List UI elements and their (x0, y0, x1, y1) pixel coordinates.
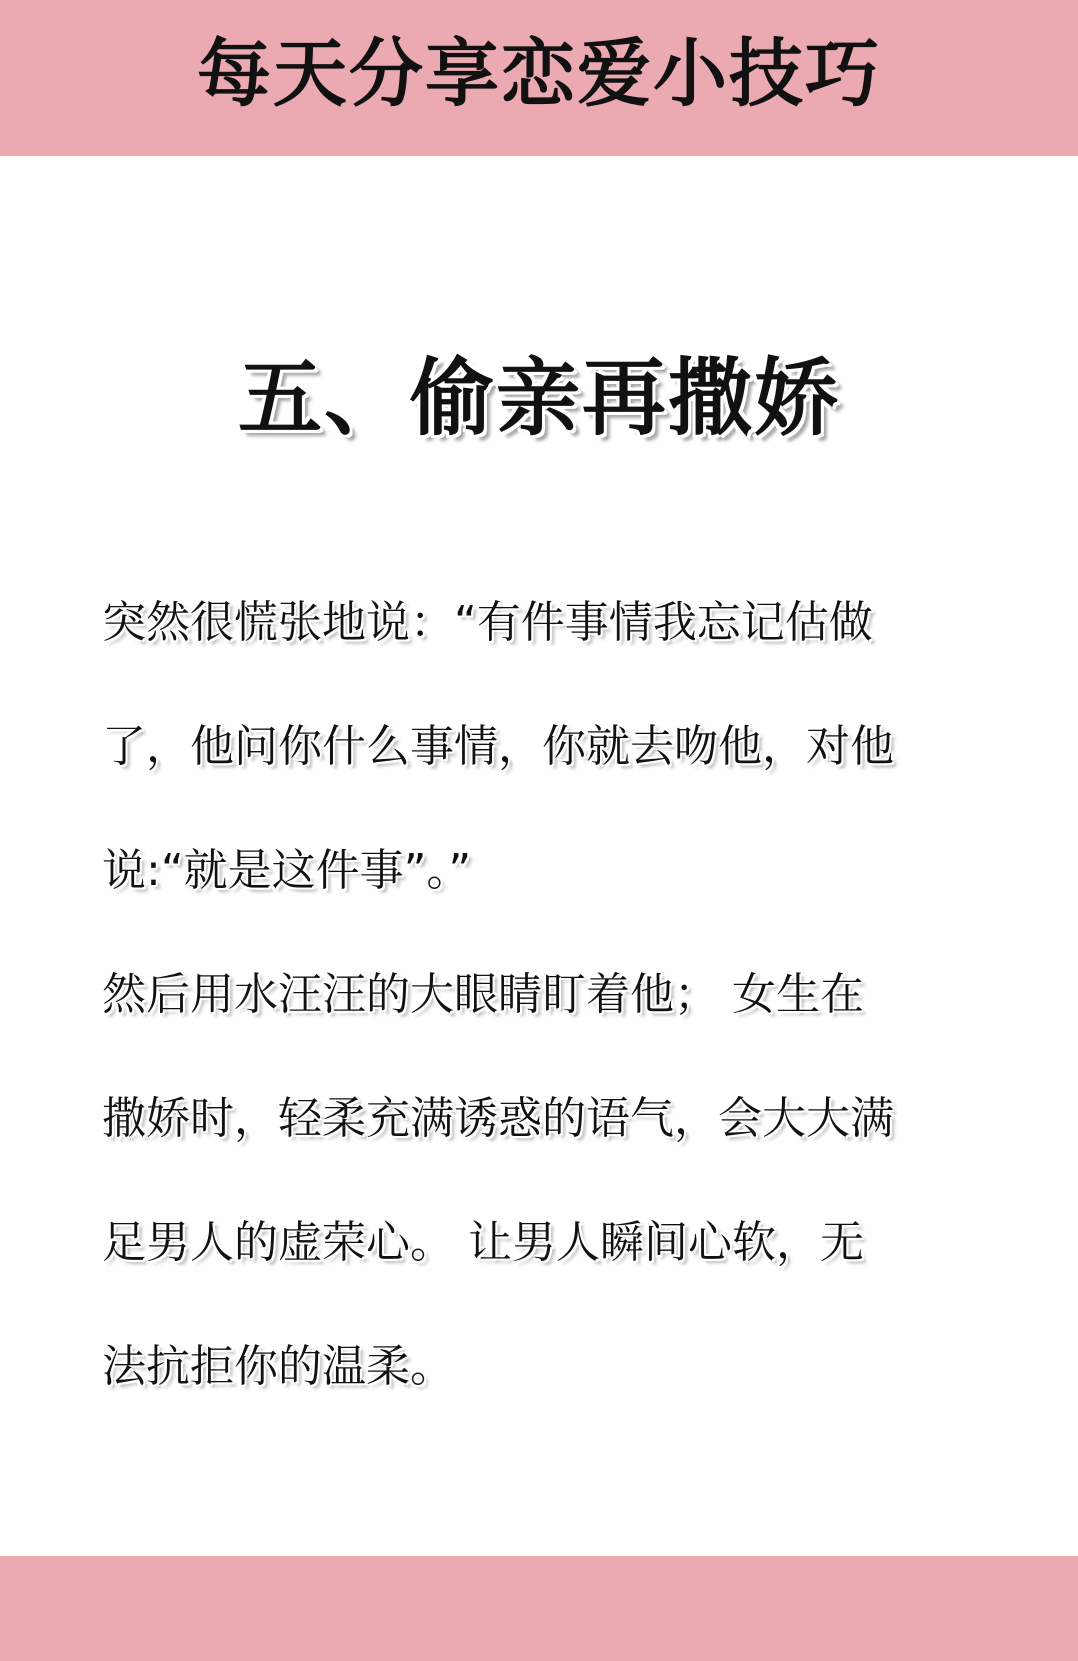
content-area (0, 156, 1078, 1556)
body-line: 突然很慌张地说：“有件事情我忘记估做 (102, 597, 873, 648)
body-line: 说:“就是这件事”。” (102, 845, 472, 896)
footer-banner (0, 1556, 1078, 1661)
body-line: 了，他问你什么事情，你就去吻他，对他 (102, 721, 894, 772)
body-line: 然后用水汪汪的大眼睛盯着他； 女生在 (102, 969, 864, 1020)
body-line: 足男人的虚荣心。 让男人瞬间心软，无 (102, 1217, 864, 1268)
section-heading: 五、偷亲再撒娇 (237, 348, 840, 447)
body-line: 撒娇时，轻柔充满诱惑的语气，会大大满 (102, 1093, 894, 1144)
body-line: 法抗拒你的温柔。 (102, 1341, 454, 1392)
body-paragraph (102, 561, 982, 1429)
header-banner (0, 0, 1078, 156)
header-title: 每天分享恋爱小技巧 (197, 31, 881, 117)
